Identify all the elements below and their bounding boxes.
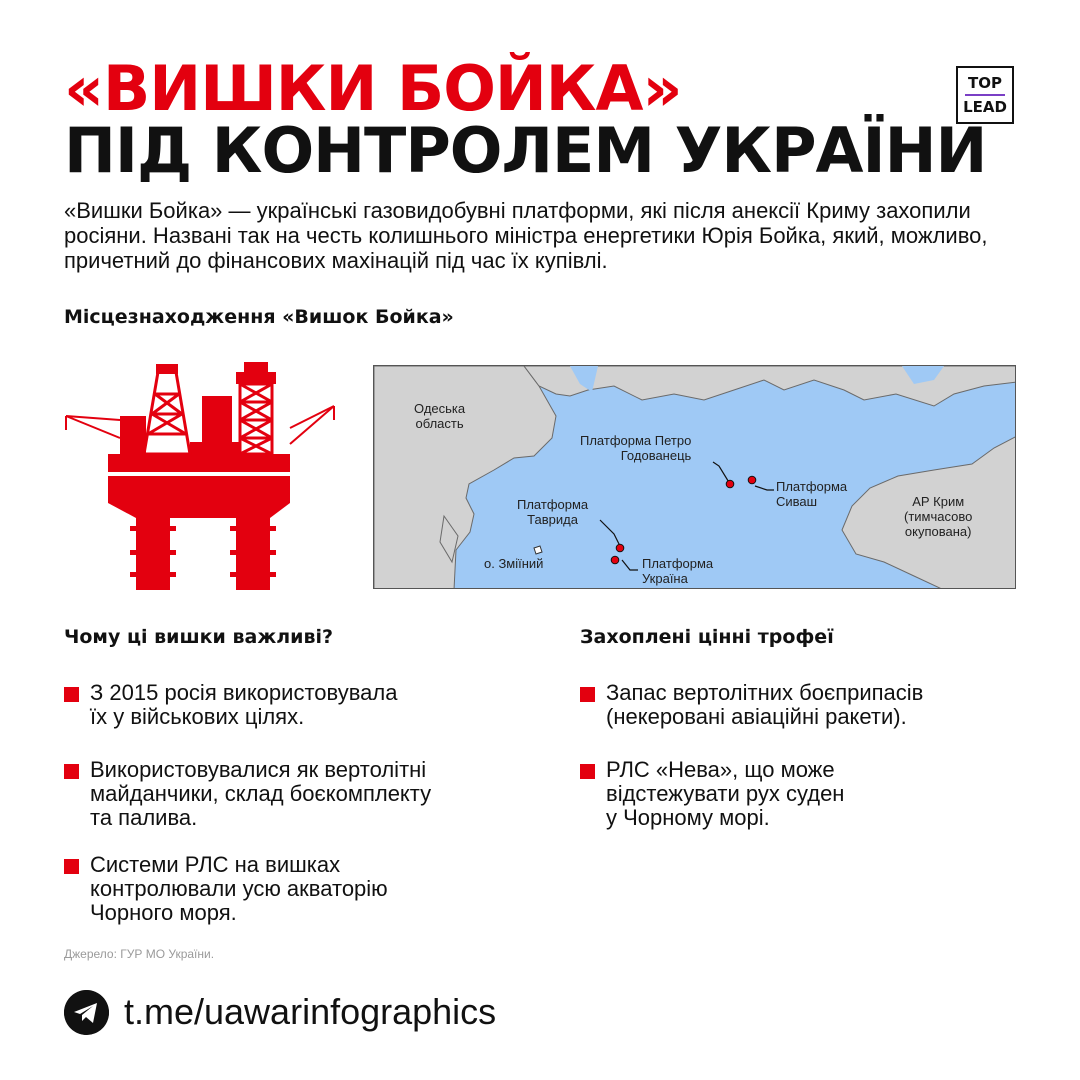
location-heading: Місцезнаходження «Вишок Бойка» (64, 306, 454, 328)
list-item (64, 681, 534, 729)
marker-syvash (748, 476, 756, 484)
top-lead-logo (956, 66, 1014, 124)
map-label-syvash: Платформа Сиваш (776, 479, 848, 509)
telegram-channel-link[interactable]: t.me/uawarinfographics (124, 991, 497, 1032)
map-label-zmiinyi: о. Зміїний (484, 556, 544, 571)
snake-island (534, 546, 542, 554)
page-title-line-1: «ВИШКИ БОЙКА» (64, 52, 682, 125)
bullet-square (580, 764, 595, 779)
map-label-crimea: АР Крим (тимчасово окупована) (904, 494, 973, 539)
list-item (580, 681, 1040, 729)
map-label-ukraina: Платформа Україна (642, 556, 714, 586)
page-title-line-2: ПІД КОНТРОЛЕМ УКРАЇНИ (64, 114, 987, 187)
logo-divider (965, 94, 1005, 96)
why-important-heading: Чому ці вишки важливі? (64, 626, 334, 648)
intro-paragraph: «Вишки Бойка» — українські газовидобувні платформи, які після анексії Криму захопили росіяни. Названі так на честь колишнього міністра енергетики Юрія Бойка, який, можливо, причетний до фінансових махінацій під час їх купівлі. (64, 198, 988, 273)
marker-petro (726, 480, 734, 488)
list-item-text: З 2015 росія використовувала їх у військових цілях. (90, 680, 398, 729)
bullet-square (64, 687, 79, 702)
list-item-text: Запас вертолітних боєприпасів (некеровані авіаційні ракети). (606, 680, 924, 729)
map-label-tavryda: Платформа Таврида (517, 497, 589, 527)
bullet-square (580, 687, 595, 702)
logo-text-top: TOP (968, 74, 1002, 92)
platforms-map (373, 365, 1016, 589)
map-label-odesa: Одеська область (414, 401, 466, 431)
list-item-text: Системи РЛС на вишках контролювали усю акваторію Чорного моря. (90, 852, 388, 925)
oil-rig-icon (58, 358, 340, 590)
list-item (64, 853, 534, 925)
list-item-text: РЛС «Нева», що може відстежувати рух суден у Чорному морі. (606, 757, 845, 830)
bullet-square (64, 859, 79, 874)
telegram-icon[interactable] (64, 990, 109, 1035)
list-item-text: Використовувалися як вертолітні майданчики, склад боєкомплекту та палива. (90, 757, 432, 830)
list-item (64, 758, 534, 830)
marker-ukraina (611, 556, 619, 564)
map-label-petro: Платформа Петро Годованець (580, 433, 692, 463)
list-item (580, 758, 1040, 830)
source-note: Джерело: ГУР МО України. (64, 947, 215, 961)
bullet-square (64, 764, 79, 779)
trophies-heading: Захоплені цінні трофеї (580, 626, 834, 648)
marker-tavryda (616, 544, 624, 552)
logo-text-bottom: LEAD (963, 98, 1007, 116)
